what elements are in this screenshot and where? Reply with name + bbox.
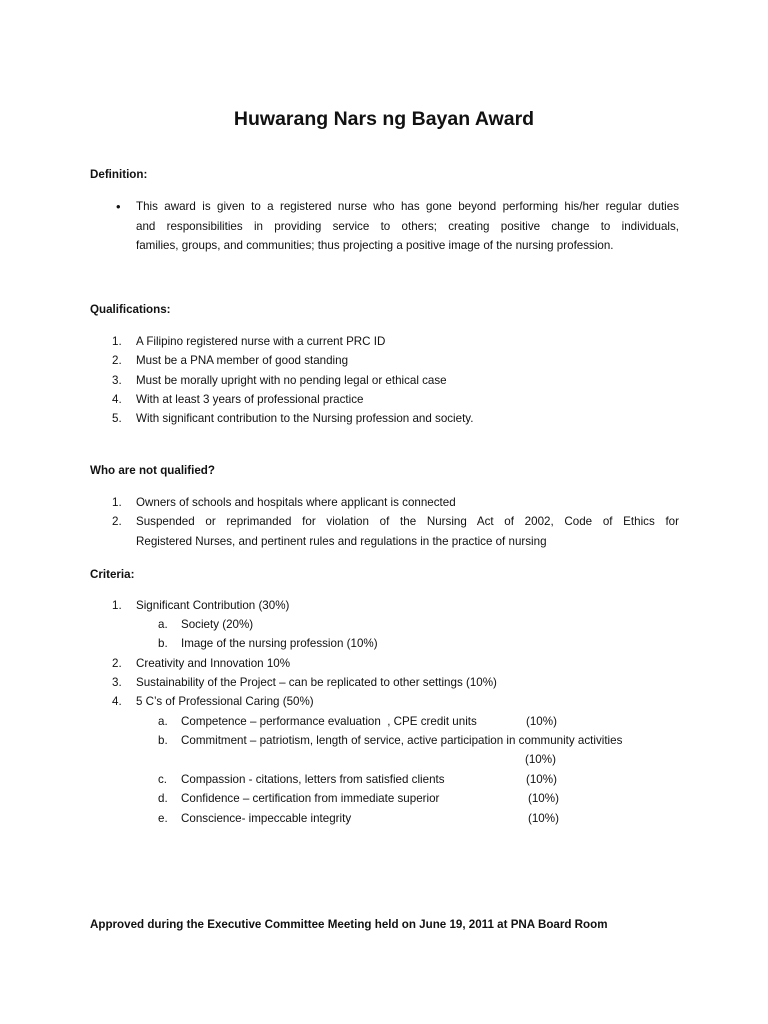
sub-criterion-item: Society (20%) [181,618,254,631]
criterion-number: 2. [112,657,122,670]
sub-criterion-weight: (10%) [525,753,556,766]
sub-criterion-item: Confidence – certification from immediate superior [181,792,440,805]
definition-heading: Definition: [90,168,148,181]
criteria-heading: Criteria: [90,568,135,581]
qualification-item: With at least 3 years of professional practice [136,393,364,406]
not-qualified-number: 1. [112,496,122,509]
sub-criterion-weight: (10%) [526,715,557,728]
sub-criterion-letter: e. [158,812,168,825]
sub-criterion-letter: d. [158,792,168,805]
qualification-item: Must be a PNA member of good standing [136,354,349,367]
approval-note: Approved during the Executive Committee Meeting held on June 19, 2011 at PNA Board Room [90,918,608,931]
sub-criterion-item: Image of the nursing profession (10%) [181,637,378,650]
criterion-item: Creativity and Innovation 10% [136,657,291,670]
page-title: Huwarang Nars ng Bayan Award [233,108,535,130]
qualification-number: 3. [112,374,122,387]
criterion-number: 1. [112,599,122,612]
not-qualified-number: 2. [112,515,122,528]
sub-criterion-weight: (10%) [528,812,559,825]
criterion-number: 3. [112,676,122,689]
sub-criterion-item: Competence – performance evaluation , CPE credit units [181,715,477,728]
sub-criterion-letter: b. [158,734,168,747]
qualification-number: 5. [112,412,122,425]
qualification-item: Must be morally upright with no pending legal or ethical case [136,374,447,387]
qualification-item: A Filipino registered nurse with a current PRC ID [136,335,386,348]
criterion-number: 4. [112,695,122,708]
sub-criterion-letter: a. [158,715,168,728]
qualifications-heading: Qualifications: [90,303,171,316]
definition-bullet: • [116,199,121,214]
qualification-number: 1. [112,335,122,348]
criterion-item: Significant Contribution (30%) [136,599,290,612]
not-qualified-item-line-2: Registered Nurses, and pertinent rules and regulations in the practice of nursing [136,535,547,548]
sub-criterion-weight: (10%) [528,792,559,805]
not-qualified-item-line-1: Suspended or reprimanded for violation of the Nursing Act of 2002, Code of Ethics for [136,515,679,528]
qualification-item: With significant contribution to the Nursing profession and society. [136,412,474,425]
sub-criterion-item: Compassion - citations, letters from satisfied clients [181,773,445,786]
criterion-item: Sustainability of the Project – can be replicated to other settings (10%) [136,676,497,689]
sub-criterion-letter: b. [158,637,168,650]
sub-criterion-weight: (10%) [526,773,557,786]
qualification-number: 2. [112,354,122,367]
qualification-number: 4. [112,393,122,406]
not-qualified-item: Owners of schools and hospitals where applicant is connected [136,496,456,509]
criterion-item: 5 C’s of Professional Caring (50%) [136,695,314,708]
not-qualified-heading: Who are not qualified? [90,464,215,477]
definition-line-1: This award is given to a registered nurse who has gone beyond performing his/her regular duties [136,200,679,213]
sub-criterion-item: Conscience- impeccable integrity [181,812,352,825]
sub-criterion-item: Commitment – patriotism, length of service, active participation in community activities [181,734,623,747]
definition-line-3: families, groups, and communities; thus projecting a positive image of the nursing profession. [136,239,614,252]
definition-line-2: and responsibilities in providing service to others; creating positive change to individuals, [136,220,679,233]
sub-criterion-letter: a. [158,618,168,631]
sub-criterion-letter: c. [158,773,168,786]
